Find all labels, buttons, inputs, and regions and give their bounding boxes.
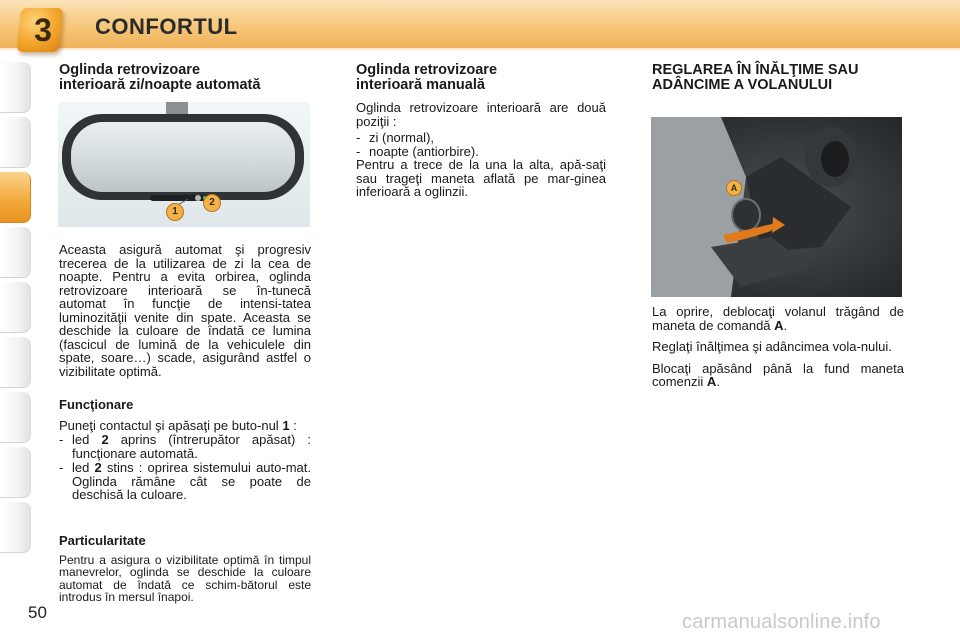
left-body: [59, 243, 311, 378]
heading-manual-mirror-line2: interioară manuală: [356, 77, 485, 93]
particular-section: [59, 534, 311, 604]
watermark: carmanualsonline.info: [682, 611, 881, 633]
operation-subheading: Funcţionare: [59, 397, 134, 412]
heading-auto-mirror-line1: Oglinda retrovizoare: [59, 62, 201, 78]
manual-mirror-text: Pentru a trece de la una la alta, apă-saţi sau trageţi maneta aflată pe mar-ginea inferioară a oglinzii.: [356, 157, 606, 199]
steering-lock-text: Blocaţi apăsând până la fund maneta comenzii A.: [652, 360, 904, 389]
side-tab-6[interactable]: [0, 337, 31, 388]
right-body: [652, 305, 904, 389]
figure-callout-2: 2: [203, 194, 221, 212]
side-tab-active[interactable]: [0, 172, 31, 223]
operation-item-led-off: - led 2 stins : oprirea sistemului auto-mat. Oglinda rămâne cât se poate de deschisă la culoare.: [59, 460, 311, 502]
particular-text: Pentru a asigura o vizibilitate optimă în timpul manevrelor, oglinda se deschide la culoare automat de îndată ce schim-bătorul este introdus în mersul înapoi.: [59, 552, 311, 604]
side-tab-8[interactable]: [0, 447, 31, 498]
steering-lever-figure: [651, 117, 902, 297]
operation-item-led-on: - led 2 aprins (întrerupător apăsat) : funcţionare automată.: [59, 432, 311, 461]
manual-mirror-item-day: - zi (normal),: [356, 130, 435, 145]
heading-steering-line1: REGLAREA ÎN ÎNĂLŢIME SAU: [652, 62, 859, 78]
chapter-number: 3: [34, 12, 52, 48]
figure-callout-1: 1: [166, 203, 184, 221]
manual-mirror-intro: Oglinda retrovizoare interioară are două poziţii :: [356, 100, 606, 129]
side-tab-1[interactable]: [0, 62, 31, 113]
operation-section: [59, 398, 311, 502]
side-tab-4[interactable]: [0, 227, 31, 278]
manual-mirror-item-night: - noapte (antiorbire).: [356, 143, 479, 159]
right-column: [652, 63, 908, 93]
middle-column: [356, 63, 606, 199]
operation-intro: Puneţi contactul şi apăsaţi pe buto-nul 1 :: [59, 417, 297, 433]
heading-manual-mirror-line1: Oglinda retrovizoare: [356, 62, 498, 78]
side-tab-7[interactable]: [0, 392, 31, 443]
side-tab-9[interactable]: [0, 502, 31, 553]
auto-mirror-figure: [58, 102, 310, 227]
figure-callout-A: A: [726, 180, 742, 196]
heading-auto-mirror-line2: interioară zi/noapte automată: [59, 77, 261, 93]
steering-adjust-text: Reglaţi înălţimea şi adâncimea vola-nului.: [652, 339, 892, 354]
heading-steering-line2: ADÂNCIME A VOLANULUI: [652, 77, 833, 93]
left-column: [59, 63, 311, 93]
chapter-title: CONFORTUL: [95, 14, 238, 39]
side-tab-2[interactable]: [0, 117, 31, 168]
page-number: 50: [28, 603, 47, 622]
particular-subheading: Particularitate: [59, 533, 146, 548]
steering-unlock-text: La oprire, deblocaţi volanul trăgând de maneta de comandă A.: [652, 304, 904, 333]
side-tab-5[interactable]: [0, 282, 31, 333]
auto-mirror-description: Aceasta asigură automat şi progresiv trecerea de la utilizarea de zi la cea de noapte. Pentru a evita orbirea, oglinda retrovizoare interioară se în-tunecă automat în funcţie de intensi-tatea luminozităţii venite din spate. Aceasta se deschide la culoare de îndată ce lumina (fascicul de lumină de la vehiculele din spate, soare…) scade, asigurând astfel o vizibilitate optimă.: [59, 242, 311, 379]
